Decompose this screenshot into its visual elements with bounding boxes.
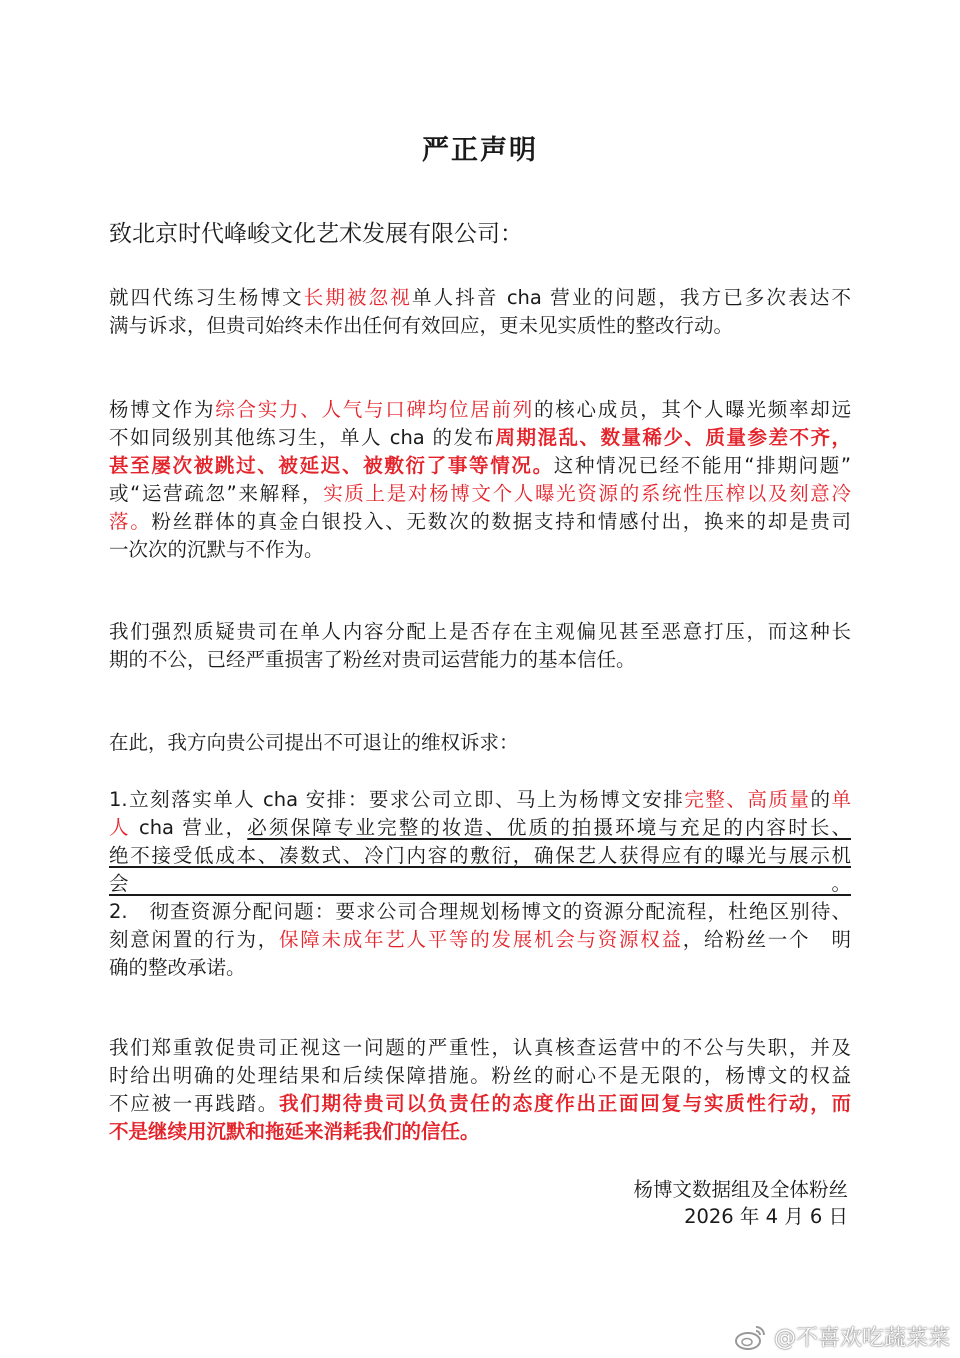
text-line [109, 926, 851, 954]
underlined-text: 会。 [109, 872, 851, 895]
text-segment: cha 营业， [130, 816, 248, 839]
paragraph [109, 396, 851, 564]
text-segment: 粉丝群体的真金白银投入、无数次的数据支持和情感付出，换来的却是贵司 [151, 510, 851, 533]
text-segment: 1.立刻落实单人 cha 安排：要求公司立即、马上为杨博文安排 [109, 788, 685, 811]
highlighted-text: 落。 [109, 510, 152, 533]
highlighted-text: 人 [109, 816, 131, 839]
underlined-text: 绝不接受低成本、凑数式、冷门内容的敷衍，确保艺人获得应有的曝光与展示机 [109, 844, 851, 867]
text-segment: 的 [810, 788, 832, 811]
text-segment: 一次次的沉默与不作为。 [109, 538, 324, 561]
paragraph [109, 786, 851, 982]
text-line [109, 508, 851, 536]
text-segment: 就四代练习生杨博文 [109, 286, 304, 309]
highlighted-text: 周期混乱、数量稀少、质量参差不齐， [495, 426, 851, 449]
text-segment: 期的不公，已经严重损害了粉丝对贵司运营能力的基本信任。 [109, 648, 636, 671]
highlighted-text: 我们期待贵司以负责任的态度作出正面回复与实质性行动，而 [279, 1092, 851, 1115]
text-segment: 时给出明确的处理结果和后续保障措施。粉丝的耐心不是无限的，杨博文的权益 [109, 1064, 851, 1087]
highlighted-text: 综合实力、人气与口碑均位居前列 [215, 398, 534, 421]
document-title: 严正声明 [422, 135, 538, 166]
text-segment: 或“运营疏忽”来解释， [109, 482, 324, 505]
text-segment: 的核心成员，其个人曝光频率却远 [533, 398, 851, 421]
salutation: 致北京时代峰峻文化艺术发展有限公司： [109, 221, 523, 247]
text-line [109, 284, 851, 312]
text-segment: 我们郑重敦促贵司正视这一问题的严重性，认真核查运营中的不公与失职，并及 [109, 1036, 851, 1059]
text-segment: 不如同级别其他练习生，单人 cha 的发布 [109, 426, 496, 449]
text-line [109, 954, 851, 982]
highlighted-text: 长期被忽视 [303, 286, 412, 309]
highlighted-text: 甚至屡次被跳过、被延迟、被敷衍了事等情况。 [109, 454, 554, 477]
text-segment: 不应被一再践踏。 [109, 1092, 279, 1115]
text-segment: 单人抖音 cha 营业的问题，我方已多次表达不 [411, 286, 851, 309]
signature-author: 杨博文数据组及全体粉丝 [633, 1178, 848, 1201]
watermark [734, 1321, 950, 1352]
text-line [109, 814, 851, 842]
text-line [109, 1118, 851, 1146]
text-segment: 刻意闲置的行为， [109, 928, 279, 951]
text-line [109, 452, 851, 480]
text-segment: 确的整改承诺。 [109, 956, 246, 979]
highlighted-text: 保障未成年艺人平等的发展机会与资源权益 [279, 928, 683, 951]
text-line [109, 1034, 851, 1062]
text-segment: 这种情况已经不能用“排期问题” [553, 454, 851, 477]
highlighted-text: 完整、高质量 [684, 788, 811, 811]
text-line [109, 312, 851, 340]
text-line [109, 618, 851, 646]
text-segment: 2. 彻查资源分配问题：要求公司合理规划杨博文的资源分配流程，杜绝区别待、 [109, 900, 851, 923]
paragraph [109, 618, 851, 674]
text-line [109, 396, 851, 424]
paragraph [109, 729, 851, 757]
text-line [109, 870, 851, 898]
text-line [109, 1062, 851, 1090]
text-line [109, 1090, 851, 1118]
text-line [109, 729, 851, 757]
text-line [109, 536, 851, 564]
underlined-text: 必须保障专业完整的妆造、优质的拍摄环境与充足的内容时长、 [247, 816, 851, 839]
text-line [109, 424, 851, 452]
highlighted-text: 单 [831, 788, 851, 811]
paragraph [109, 1034, 851, 1146]
text-segment: 杨博文作为 [109, 398, 216, 421]
watermark-handle: @不喜欢吃蔬菜菜 [773, 1326, 950, 1351]
text-segment: 我们强烈质疑贵司在单人内容分配上是否存在主观偏见甚至恶意打压，而这种长 [109, 620, 851, 643]
text-segment: 在此，我方向贵公司提出不可退让的维权诉求： [109, 731, 519, 754]
text-line [109, 898, 851, 926]
text-line [109, 786, 851, 814]
highlighted-text: 实质上是对杨博文个人曝光资源的系统性压榨以及刻意冷 [323, 482, 851, 505]
text-segment: 满与诉求，但贵司始终未作出任何有效回应，更未见实质性的整改行动。 [109, 314, 734, 337]
weibo-logo-icon [734, 1323, 768, 1351]
text-segment: ，给粉丝一个 明 [682, 928, 851, 951]
highlighted-text: 不是继续用沉默和拖延来消耗我们的信任。 [109, 1120, 480, 1143]
text-line [109, 842, 851, 870]
text-line [109, 480, 851, 508]
paragraph [109, 284, 851, 340]
signature-date: 2026 年 4 月 6 日 [684, 1205, 848, 1228]
text-line [109, 646, 851, 674]
